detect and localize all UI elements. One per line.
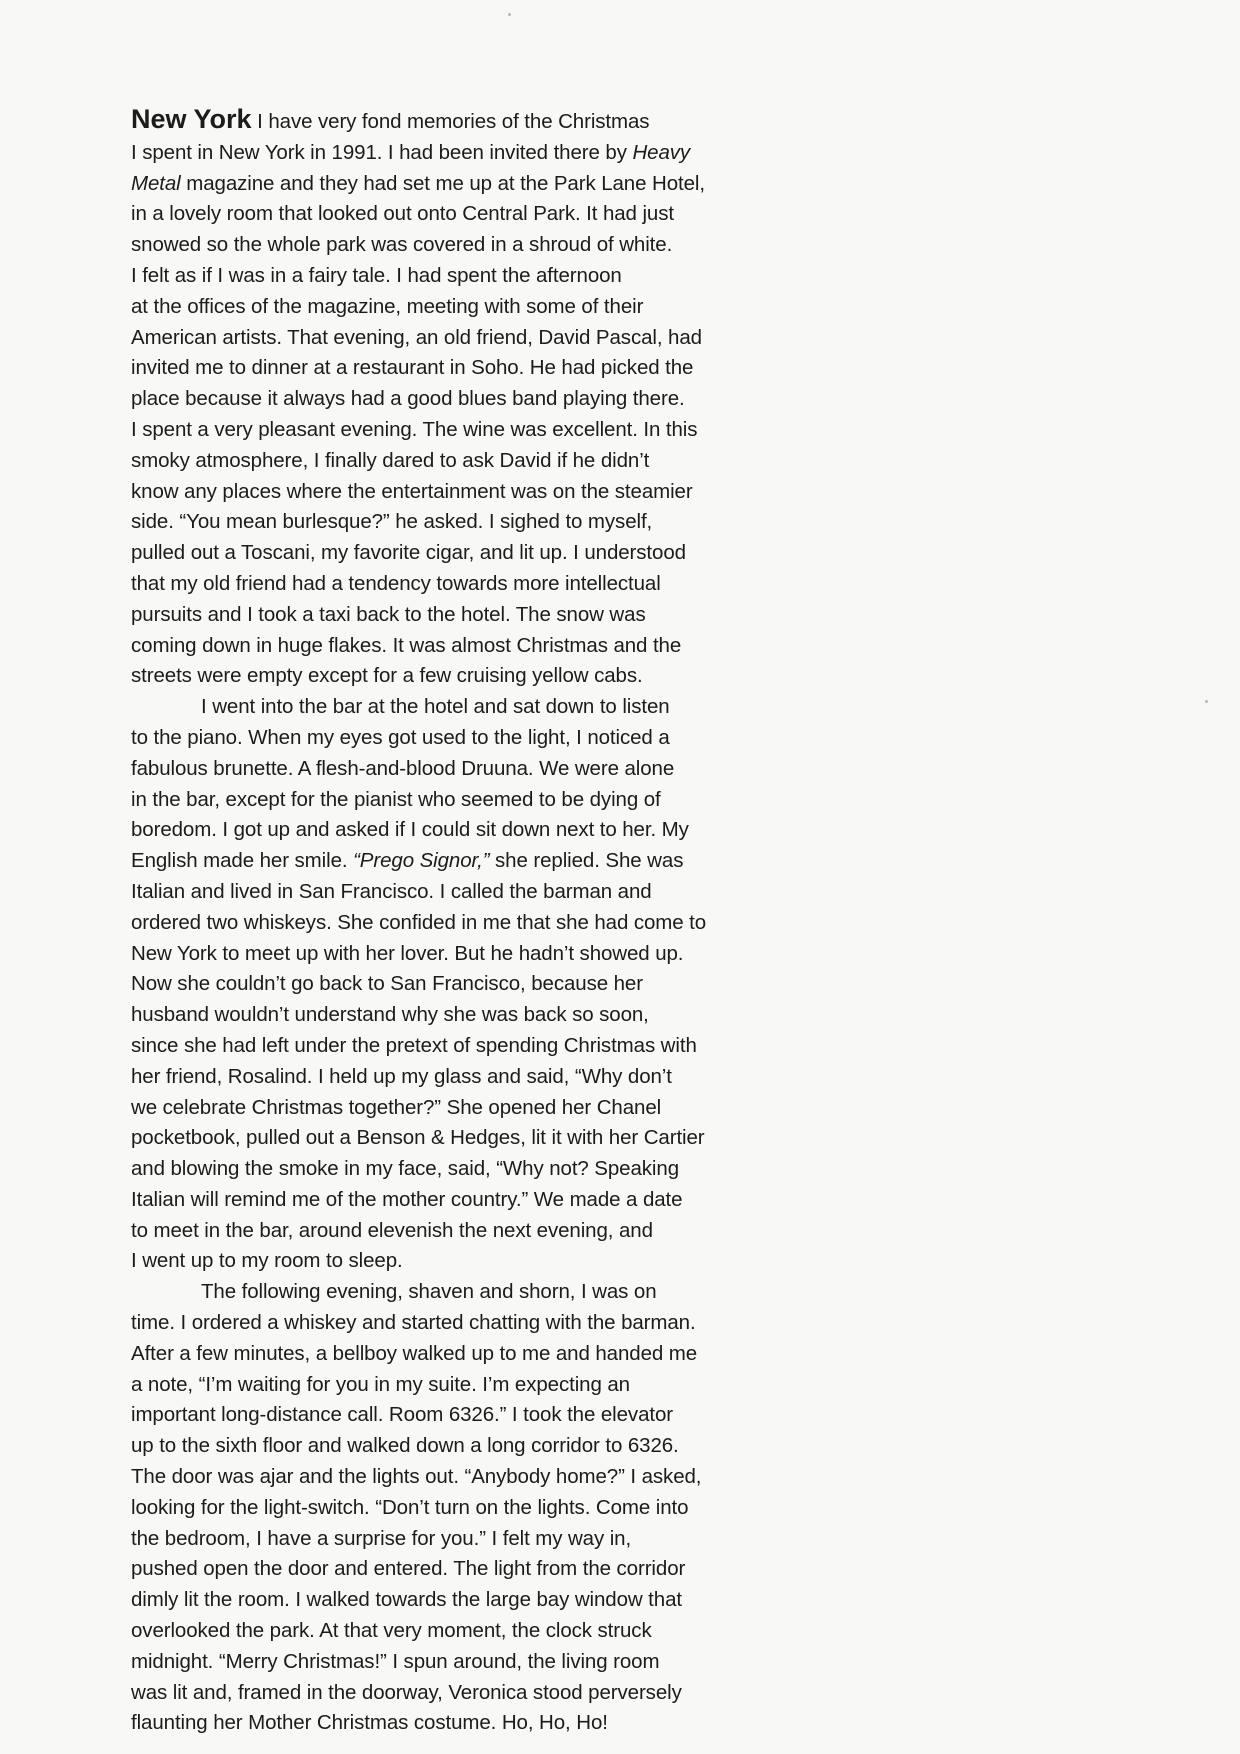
story-line [131, 1708, 771, 1739]
story-line [131, 754, 771, 785]
story-text-run: English made her smile. [131, 849, 354, 873]
scan-speck [508, 13, 511, 16]
story-line [131, 785, 771, 816]
story-text-run: was lit and, framed in the doorway, Veronica stood perversely [131, 1680, 682, 1704]
story-line [131, 353, 771, 384]
story-line [131, 384, 771, 415]
story-line [131, 1062, 771, 1093]
story-text-run: place because it always had a good blues band playing there. [131, 387, 685, 411]
story-text-run: boredom. I got up and asked if I could sit down next to her. My [131, 818, 689, 842]
story-text [131, 104, 771, 1739]
story-text-run: After a few minutes, a bellboy walked up to me and handed me [131, 1341, 698, 1365]
story-line [131, 1431, 771, 1462]
story-line [131, 1462, 771, 1493]
story-text-run: a note, “I’m waiting for you in my suite. I’m expecting an [131, 1372, 630, 1396]
story-text-run: The door was ajar and the lights out. “Anybody home?” I asked, [131, 1465, 702, 1489]
story-text-run: I spent a very pleasant evening. The wine was excellent. In this [131, 417, 698, 441]
story-line [131, 815, 771, 846]
story-text-run: in the bar, except for the pianist who seemed to be dying of [131, 787, 661, 811]
story-text-run: time. I ordered a whiskey and started chatting with the barman. [131, 1311, 696, 1335]
story-text-run: coming down in huge flakes. It was almost Christmas and the [131, 633, 682, 657]
story-line [131, 1154, 771, 1185]
story-line [131, 477, 771, 508]
story-line [131, 1216, 771, 1247]
story-text-run: snowed so the whole park was covered in a shroud of white. [131, 233, 673, 257]
story-text-run: pushed open the door and entered. The light from the corridor [131, 1557, 686, 1581]
story-line [131, 600, 771, 631]
story-line [131, 723, 771, 754]
story-text-run: overlooked the park. At that very moment, the clock struck [131, 1619, 652, 1643]
story-text-run: important long-distance call. Room 6326.” I took the elevator [131, 1403, 673, 1427]
story-line [131, 1000, 771, 1031]
story-text-run: pocketbook, pulled out a Benson & Hedges, lit it with her Cartier [131, 1126, 705, 1150]
story-text-run: ordered two whiskeys. She confided in me that she had come to [131, 910, 707, 934]
story-line [131, 569, 771, 600]
story-italic-text: Metal [131, 171, 181, 195]
story-text-run: fabulous brunette. A flesh-and-blood Druuna. We were alone [131, 756, 675, 780]
story-line [131, 1493, 771, 1524]
story-line [131, 138, 771, 169]
story-line [131, 631, 771, 662]
story-line [131, 1616, 771, 1647]
story-line [131, 1400, 771, 1431]
story-line [131, 908, 771, 939]
story-text-run: magazine and they had set me up at the Park Lane Hotel, [180, 171, 705, 195]
story-text-run: Now she couldn’t go back to San Francisco, because her [131, 972, 643, 996]
story-line [131, 230, 771, 261]
story-text-run: The following evening, shaven and shorn, I was on [201, 1280, 657, 1304]
story-line [131, 1554, 771, 1585]
story-line [131, 846, 771, 877]
story-line [131, 1246, 771, 1277]
story-text-run: to the piano. When my eyes got used to the light, I noticed a [131, 725, 670, 749]
story-text-run: New York to meet up with her lover. But he hadn’t showed up. [131, 941, 684, 965]
story-text-run: American artists. That evening, an old friend, David Pascal, had [131, 325, 702, 349]
story-text-run: pursuits and I took a taxi back to the hotel. The snow was [131, 602, 646, 626]
story-text-run: her friend, Rosalind. I held up my glass and said, “Why don’t [131, 1064, 672, 1088]
story-text-run: since she had left under the pretext of spending Christmas with [131, 1033, 697, 1057]
story-text-run: I felt as if I was in a fairy tale. I had spent the afternoon [131, 263, 622, 287]
story-text-run: in a lovely room that looked out onto Central Park. It had just [131, 202, 674, 226]
story-text-run: looking for the light-switch. “Don’t turn on the lights. Come into [131, 1495, 689, 1519]
story-text-run: pulled out a Toscani, my favorite cigar, and lit up. I understood [131, 541, 686, 565]
story-text-run: husband wouldn’t understand why she was back so soon, [131, 1003, 649, 1027]
story-text-run: Italian will remind me of the mother country.” We made a date [131, 1187, 683, 1211]
story-line [131, 261, 771, 292]
story-line [131, 877, 771, 908]
story-line [131, 1277, 771, 1308]
story-line [131, 538, 771, 569]
story-line [131, 661, 771, 692]
story-text-run: know any places where the entertainment was on the steamier [131, 479, 693, 503]
story-text-run: I went into the bar at the hotel and sat down to listen [201, 695, 670, 719]
story-line [131, 1524, 771, 1555]
story-heading: New York [131, 104, 252, 134]
story-line [131, 199, 771, 230]
story-text-run: at the offices of the magazine, meeting with some of their [131, 294, 644, 318]
story-line [131, 169, 771, 200]
story-text-run: up to the sixth floor and walked down a long corridor to 6326. [131, 1434, 679, 1458]
story-line [131, 507, 771, 538]
story-line [131, 1123, 771, 1154]
story-text-run: side. “You mean burlesque?” he asked. I sighed to myself, [131, 510, 653, 534]
story-line [131, 446, 771, 477]
story-line [131, 1678, 771, 1709]
story-line [131, 1370, 771, 1401]
story-italic-text: “Prego Signor,” [353, 849, 490, 873]
story-line [131, 1339, 771, 1370]
story-text-run: invited me to dinner at a restaurant in Soho. He had picked the [131, 356, 694, 380]
story-text-run: she replied. She was [489, 849, 684, 873]
story-line [131, 1185, 771, 1216]
story-line [131, 323, 771, 354]
story-text-run: the bedroom, I have a surprise for you.” I felt my way in, [131, 1526, 632, 1550]
story-text-run: Italian and lived in San Francisco. I called the barman and [131, 879, 652, 903]
story-text-run: I spent in New York in 1991. I had been invited there by [131, 140, 633, 164]
story-text-run: I have very fond memories of the Christmas [251, 110, 650, 133]
story-line [131, 1093, 771, 1124]
story-text-run: streets were empty except for a few cruising yellow cabs. [131, 664, 643, 688]
story-text-run: smoky atmosphere, I finally dared to ask David if he didn’t [131, 448, 650, 472]
story-opening-line [131, 104, 771, 138]
story-text-run: dimly lit the room. I walked towards the large bay window that [131, 1588, 682, 1612]
story-text-run: that my old friend had a tendency towards more intellectual [131, 571, 661, 595]
story-line [131, 969, 771, 1000]
story-text-run: I went up to my room to sleep. [131, 1249, 403, 1273]
story-text-run: midnight. “Merry Christmas!” I spun around, the living room [131, 1649, 660, 1673]
story-line [131, 1585, 771, 1616]
story-line [131, 692, 771, 723]
story-line [131, 939, 771, 970]
story-line [131, 1308, 771, 1339]
story-text-run: to meet in the bar, around elevenish the next evening, and [131, 1218, 653, 1242]
story-text-run: flaunting her Mother Christmas costume. Ho, Ho, Ho! [131, 1711, 608, 1735]
story-text-run: we celebrate Christmas together?” She opened her Chanel [131, 1095, 662, 1119]
story-line [131, 1647, 771, 1678]
story-line [131, 1031, 771, 1062]
scan-speck [1205, 700, 1208, 703]
story-line [131, 292, 771, 323]
story-line [131, 415, 771, 446]
story-text-run: and blowing the smoke in my face, said, “Why not? Speaking [131, 1157, 679, 1181]
story-italic-text: Heavy [632, 140, 691, 164]
